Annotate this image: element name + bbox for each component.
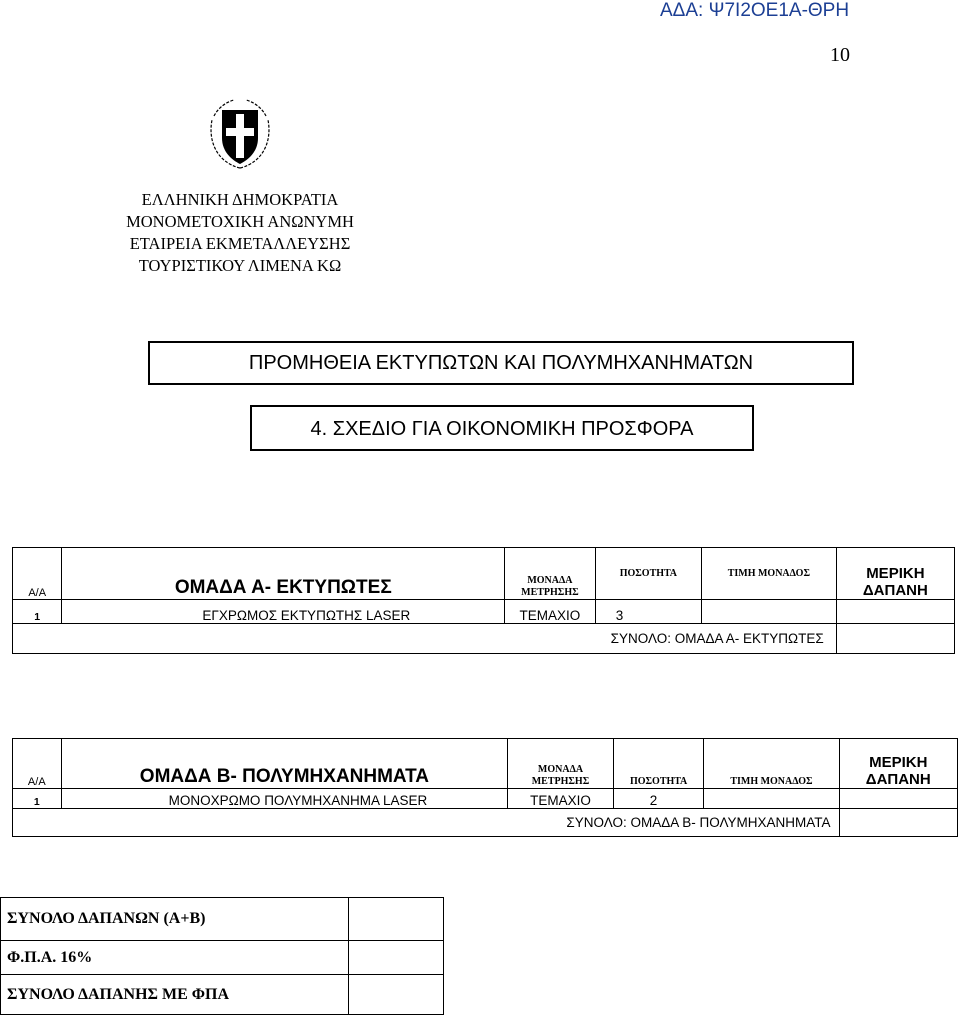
row-number: 1 [13,600,62,624]
group-b-total-row [13,809,958,837]
group-b-table [12,738,958,837]
row-unit-price [704,789,839,809]
summary-value [348,898,443,941]
document-title: ΠΡΟΜΗΘΕΙΑ ΕΚΤΥΠΩΤΩΝ ΚΑΙ ΠΟΛΥΜΗΧΑΝΗΜΑΤΩΝ [148,341,854,385]
group-a-title: ΟΜΑΔΑ Α- ΕΚΤΥΠΩΤΕΣ [62,548,505,600]
row-description: ΜΟΝΟΧΡΩΜΟ ΠΟΛΥΜΗΧΑΝΗΜΑ LASER [61,789,508,809]
summary-label: ΣΥΝΟΛΟ ΔΑΠΑΝΩΝ (Α+Β) [1,898,349,941]
summary-value [348,975,443,1015]
col-price-header: ΤΙΜΗ ΜΟΝΑΔΟΣ [704,739,839,789]
col-partial-header: ΜΕΡΙΚΗ ΔΑΠΑΝΗ [839,739,957,789]
row-unit: ΤΕΜΑΧΙΟ [508,789,614,809]
row-quantity: 2 [613,789,704,809]
group-a-header-row [13,548,955,600]
group-b-total-label: ΣΥΝΟΛΟ: ΟΜΑΔΑ Β- ΠΟΛΥΜΗΧΑΝΗΜΑΤΑ [13,809,840,837]
col-unit-header: ΜΟΝΑΔΑ ΜΕΤΡΗΣΗΣ [505,548,596,600]
summary-label: ΣΥΝΟΛΟ ΔΑΠΑΝΗΣ ΜΕ ΦΠΑ [1,975,349,1015]
summary-row [1,941,444,975]
col-price-header: ΤΙΜΗ ΜΟΝΑΔΟΣ [701,548,836,600]
col-qty-header: ΠΟΣΟΤΗΤΑ [613,739,704,789]
row-partial-cost [836,600,954,624]
row-unit-price [701,600,836,624]
summary-label: Φ.Π.Α. 16% [1,941,349,975]
row-number: 1 [13,789,62,809]
group-a-table [12,547,955,654]
row-partial-cost [839,789,957,809]
col-unit-header: ΜΟΝΑΔΑ ΜΕΤΡΗΣΗΣ [508,739,614,789]
group-b-header-row [13,739,958,789]
table-row [13,600,955,624]
group-a-total-label: ΣΥΝΟΛΟ: ΟΜΑΔΑ Α- ΕΚΤΥΠΩΤΕΣ [13,624,837,654]
row-description: ΕΓΧΡΩΜΟΣ ΕΚΤΥΠΩΤΗΣ LASER [62,600,505,624]
summary-value [348,941,443,975]
document-subtitle: 4. ΣΧΕΔΙΟ ΓΙΑ ΟΙΚΟΝΟΜΙΚΗ ΠΡΟΣΦΟΡΑ [250,405,754,451]
table-row [13,789,958,809]
col-qty-header: ΠΟΣΟΤΗΤΑ [595,548,701,600]
col-partial-header: ΜΕΡΙΚΗ ΔΑΠΑΝΗ [836,548,954,600]
issuer-line-2: ΜΟΝΟΜΕΤΟΧΙΚΗ ΑΝΩΝΥΜΗ [126,212,354,231]
page-number: 10 [830,44,850,66]
issuer-line-3: ΕΤΑΙΡΕΙΑ ΕΚΜΕΤΑΛΛΕΥΣΗΣ [129,234,351,253]
summary-row [1,898,444,941]
issuer-line-4: ΤΟΥΡΙΣΤΙΚΟΥ ΛΙΜΕΝΑ ΚΩ [138,256,342,275]
row-quantity: 3 [595,600,701,624]
col-aa-header: Α/Α [13,739,62,789]
col-aa-header: Α/Α [13,548,62,600]
row-unit: ΤΕΜΑΧΙΟ [505,600,596,624]
group-b-total-value [839,809,957,837]
summary-table [0,897,444,1015]
group-b-title: ΟΜΑΔΑ Β- ΠΟΛΥΜΗΧΑΝΗΜΑΤΑ [61,739,508,789]
group-a-total-value [836,624,954,654]
ada-code: ΑΔΑ: Ψ7Ι2ΟΕ1Α-ΘΡΗ [660,0,850,21]
hellenic-republic-emblem-icon [204,92,276,172]
group-a-total-row [13,624,955,654]
issuer-line-1: ΕΛΛΗΝΙΚΗ ΔΗΜΟΚΡΑΤΙΑ [141,190,339,209]
summary-row [1,975,444,1015]
